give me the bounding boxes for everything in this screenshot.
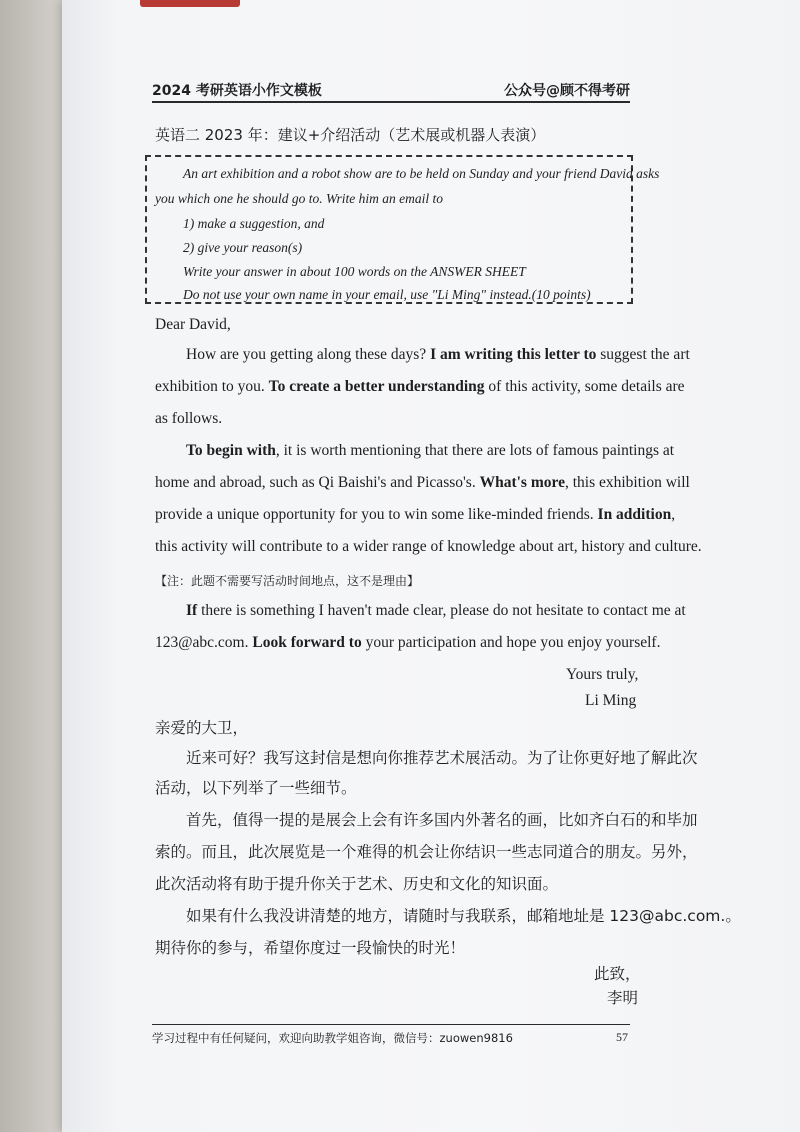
cn-letter-line: 活动，以下列举了一些细节。 bbox=[155, 779, 357, 797]
cn-letter-line: 期待你的参与，希望你度过一段愉快的时光！ bbox=[155, 939, 466, 957]
cn-letter-closing: 此致， bbox=[594, 965, 641, 983]
letter-signature: Li Ming bbox=[585, 692, 637, 709]
section-title: 英语二 2023 年：建议+介绍活动（艺术展或机器人表演） bbox=[155, 126, 546, 144]
header-title: 2024 考研英语小作文模板 bbox=[152, 83, 322, 99]
prompt-line: An art exhibition and a robot show are to be held on Sunday and your friend David asks bbox=[183, 166, 660, 181]
page-header bbox=[152, 76, 630, 100]
page-number: 57 bbox=[616, 1030, 628, 1044]
prompt-line: 1) make a suggestion, and bbox=[183, 216, 325, 231]
prompt-line: Write your answer in about 100 words on the ANSWER SHEET bbox=[183, 264, 526, 279]
prompt-line: you which one he should go to. Write him an email to bbox=[155, 191, 443, 206]
book-binding-edge bbox=[0, 0, 62, 1132]
bookmark-tab bbox=[140, 0, 240, 7]
header-divider bbox=[152, 101, 630, 103]
annotation-note: 【注：此题不需要写活动时间地点，这不是理由】 bbox=[155, 574, 420, 588]
letter-paragraph-line: as follows. bbox=[155, 410, 223, 427]
header-account: 公众号@顾不得考研 bbox=[504, 83, 630, 99]
letter-paragraph-line: provide a unique opportunity for you to win some like-minded friends. In addition, bbox=[155, 506, 676, 523]
letter-paragraph-line: How are you getting along these days? I am writing this letter to suggest the art bbox=[186, 346, 690, 363]
prompt-line: Do not use your own name in your email, use "Li Ming" instead.(10 points) bbox=[183, 287, 591, 302]
letter-paragraph-line: To begin with, it is worth mentioning that there are lots of famous paintings at bbox=[186, 442, 675, 459]
letter-paragraph-line: this activity will contribute to a wider range of knowledge about art, history and culture. bbox=[155, 538, 702, 555]
footer-divider bbox=[152, 1024, 630, 1025]
letter-closing: Yours truly, bbox=[566, 666, 639, 683]
letter-salutation: Dear David, bbox=[155, 316, 231, 333]
cn-letter-line: 此次活动将有助于提升你关于艺术、历史和文化的知识面。 bbox=[155, 875, 559, 893]
letter-paragraph-line: exhibition to you. To create a better understanding of this activity, some details are bbox=[155, 378, 685, 395]
cn-letter-line: 如果有什么我没讲清楚的地方，请随时与我联系，邮箱地址是 123@abc.com.。 bbox=[186, 907, 741, 925]
question-prompt-box bbox=[145, 155, 660, 304]
letter-paragraph-line: home and abroad, such as Qi Baishi's and Picasso's. What's more, this exhibition will bbox=[155, 474, 690, 491]
letter-paragraph-line: 123@abc.com. Look forward to your participation and hope you enjoy yourself. bbox=[155, 634, 661, 651]
cn-letter-line: 索的。而且，此次展览是一个难得的机会让你结识一些志同道合的朋友。另外， bbox=[155, 843, 698, 861]
cn-letter-salutation: 亲爱的大卫， bbox=[155, 719, 249, 737]
cn-letter-line: 首先，值得一提的是展会上会有许多国内外著名的画，比如齐白石的和毕加 bbox=[186, 811, 698, 829]
cn-letter-signature: 李明 bbox=[607, 989, 639, 1007]
prompt-line: 2) give your reason(s) bbox=[183, 240, 303, 255]
letter-paragraph-line: If there is something I haven't made clear, please do not hesitate to contact me at bbox=[186, 602, 686, 619]
cn-letter-line: 近来可好？我写这封信是想向你推荐艺术展活动。为了让你更好地了解此次 bbox=[186, 749, 698, 767]
footer-text: 学习过程中有任何疑问，欢迎向助教学姐咨询，微信号：zuowen9816 bbox=[152, 1031, 513, 1045]
